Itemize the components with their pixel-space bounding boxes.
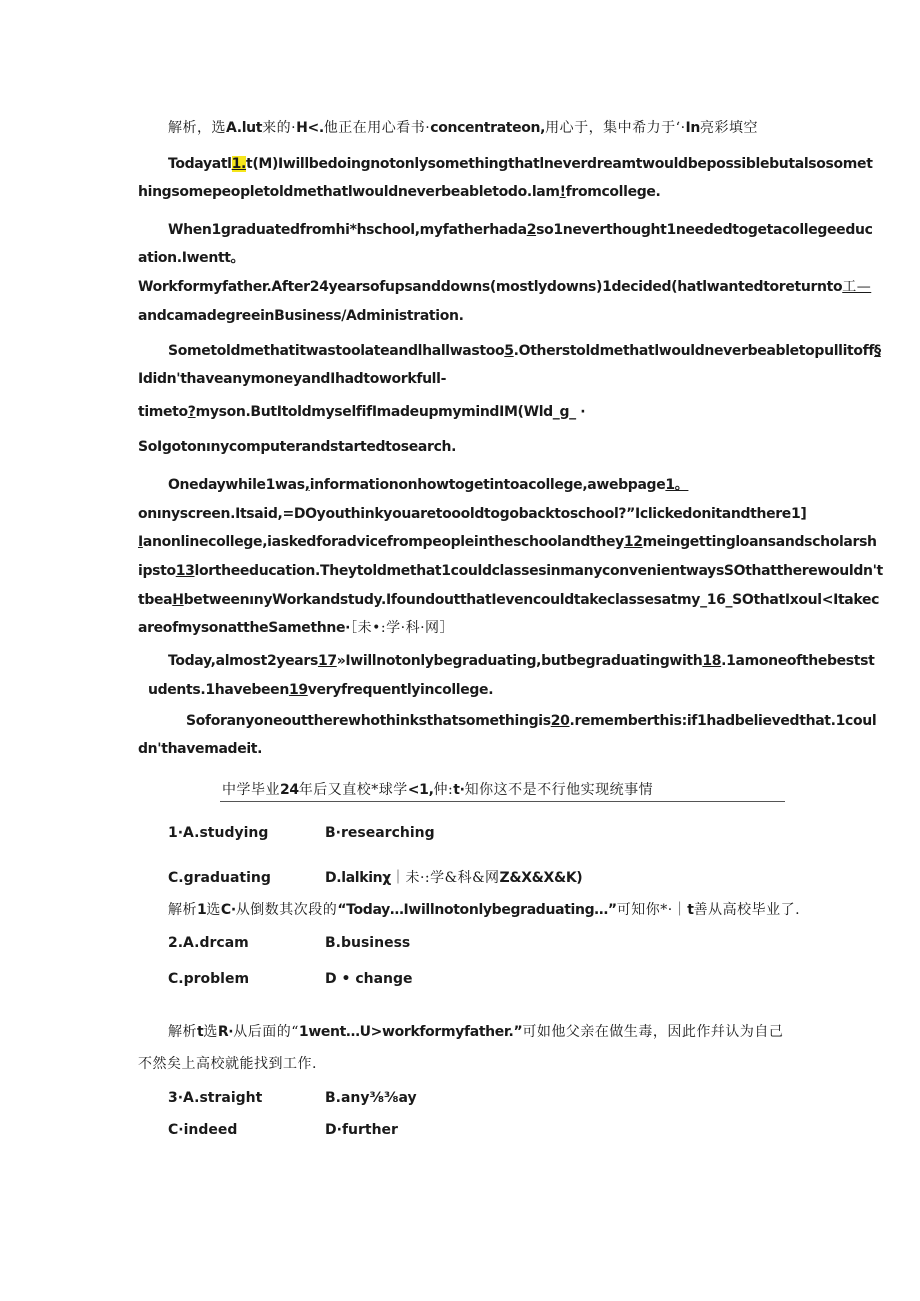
blank-number: 2	[526, 222, 537, 238]
en-text: 1	[197, 902, 207, 918]
passage-text: lortheeducation.Theytoldmethat1couldclassesinmanyconvenientwaysSOthattherewouldn't	[194, 563, 883, 579]
question-3-option-a: 3·A.straight	[168, 1090, 263, 1106]
blank-number: 5	[504, 343, 514, 359]
passage-text: Ididn'thaveanymoneyandIhadtoworkfull-	[138, 371, 447, 387]
passage-line	[138, 403, 585, 421]
passage-text: myson.ButItoldmyselfifImadeupmymindIM(Wld_g_ ·	[195, 404, 586, 420]
passage-line	[138, 619, 454, 637]
blank-number: 13	[175, 563, 195, 579]
cn-text: 解析	[168, 1024, 197, 1040]
passage-text: dn'thavemadeit.	[138, 741, 263, 757]
passage-text: andcamadegreeinBusiness/Administration.	[138, 308, 464, 324]
en-text: t	[687, 902, 694, 918]
blank-marker: 工—	[842, 279, 872, 295]
en-text: <1,	[407, 782, 434, 798]
passage-line	[138, 591, 879, 609]
cn-text: 来的·	[262, 120, 297, 136]
explanation-line	[168, 119, 758, 137]
blank-number: 17	[317, 653, 337, 669]
passage-text: Todayatl	[168, 156, 232, 172]
passage-line	[168, 221, 873, 239]
question-1-explanation	[168, 901, 800, 919]
source-watermark-code: Z&X&X&K)	[499, 870, 583, 886]
passage-line	[168, 155, 873, 173]
quote-text: 1went…U>workformyfather.”	[298, 1024, 523, 1040]
cn-text: 从后面的“	[233, 1024, 299, 1040]
question-2-option-d: D • change	[325, 971, 413, 987]
question-2-option-c: C.problem	[168, 971, 250, 987]
passage-text: informationonhowtogetintoacollege,awebpage	[309, 477, 666, 493]
cn-text: 善从高校毕业了.	[693, 902, 801, 918]
passage-text: »Iwillnotonlybegraduating,butbegraduatingwith	[336, 653, 703, 669]
passage-line	[138, 249, 244, 267]
answer-letter: R·	[217, 1024, 234, 1040]
passage-line	[186, 712, 876, 730]
passage-text: betweenınyWorkandstudy.IfoundoutthatIevencouldtakeclassesatmy_16_SOthatIxoul<Itakec	[183, 592, 880, 608]
cn-text: 中学毕业	[222, 782, 280, 798]
summary-line	[222, 781, 653, 799]
blank-marker: ?	[187, 404, 196, 420]
passage-text: timeto	[138, 404, 188, 420]
passage-text: tbea	[138, 592, 173, 608]
passage-line	[138, 505, 806, 523]
blank-marker: I	[138, 534, 143, 550]
passage-text: ation.Iwentt。	[138, 250, 245, 266]
passage-text: meingettingloansandscholarsh	[642, 534, 877, 550]
en-text: concentrateon,	[430, 120, 546, 136]
blank-marker: H	[172, 592, 184, 608]
passage-line	[168, 476, 688, 494]
en-text: 24	[280, 782, 299, 798]
question-1-option-b: B·researching	[325, 825, 435, 841]
passage-text: anonlinecollege,iaskedforadvicefrompeopleintheschoolandthey	[142, 534, 624, 550]
answer-letter: C·	[220, 902, 236, 918]
cn-text: 他正在用心看书·	[323, 120, 431, 136]
question-2-explanation-cont: 不然矣上高校就能找到工作.	[138, 1056, 317, 1072]
cn-text: 解析，选	[168, 120, 226, 136]
passage-line	[138, 307, 464, 325]
passage-text: veryfrequentlyincollege.	[307, 682, 494, 698]
passage-text: Soforanyoneouttherewhothinksthatsomethingis	[186, 713, 551, 729]
en-text: H<.	[296, 120, 324, 136]
quote-text: “Today…Iwillnotonlybegraduating…”	[337, 902, 617, 918]
passage-text: Sometoldmethatitwastoolateandlhallwastoo	[168, 343, 505, 359]
passage-text: fromcollege.	[565, 184, 661, 200]
blank-number: 20	[550, 713, 570, 729]
cn-text: 用心于，集中希力于‘·	[545, 120, 686, 136]
blank-number: 1。	[665, 477, 689, 493]
blank-marker: §	[874, 343, 881, 359]
en-text: t	[197, 1024, 204, 1040]
passage-line	[138, 740, 262, 758]
passage-text: .1amoneofthebestst	[721, 653, 875, 669]
source-watermark-text: ｜未·:学&科&网	[390, 870, 500, 886]
passage-line	[138, 562, 883, 580]
blank-marker: !	[559, 184, 566, 200]
passage-text: so1neverthought1neededtogetacollegeeduc	[536, 222, 873, 238]
passage-line	[138, 533, 877, 551]
question-1-option-d: D.lalkinχ	[325, 870, 391, 886]
cn-text: 可如他父亲在做生毒，因此作幷认为自己	[522, 1024, 784, 1040]
blank-number: 19	[288, 682, 308, 698]
cn-text: 知你这不是不行他实现统事情	[464, 782, 654, 798]
en-text: t·	[453, 782, 465, 798]
passage-text: SoIgotonınycomputerandstartedtosearch.	[138, 439, 457, 455]
cn-text: 可知你*·｜	[616, 902, 688, 918]
cn-text: 选	[203, 1024, 218, 1040]
question-1-option-d-line	[325, 869, 582, 887]
passage-line	[148, 681, 493, 699]
passage-text: udents.1havebeen	[148, 682, 289, 698]
passage-text: Workformyfather.After24yearsofupsanddowns(mostlydowns)1decided(hatlwantedtoreturnto	[138, 279, 843, 295]
passage-text: onınyscreen.Itsaid,=DOyouthinkyouaretoooldtogobacktoschool?”Iclickedonitandthere1	[138, 506, 801, 522]
blank-number-highlighted: 1.	[231, 156, 246, 172]
blank-marker: ,	[304, 477, 310, 493]
passage-text: t(M)Iwillbedoingnotonlysomethingthatlneverdreamtwouldbepossiblebutalsosomet	[246, 156, 873, 172]
cn-text: 选	[206, 902, 221, 918]
passage-line	[168, 652, 874, 670]
en-text: In	[685, 120, 701, 136]
passage-text: .Otherstoldmethatlwouldneverbeabletopullitoff	[513, 343, 875, 359]
question-2-option-b: B.business	[325, 935, 411, 951]
passage-text: hingsomepeopletoldmethatlwouldneverbeabletodo.lam	[138, 184, 560, 200]
passage-line	[138, 438, 456, 456]
question-3-option-d: D·further	[325, 1122, 398, 1138]
passage-line	[168, 342, 881, 360]
en-text: A.lut	[226, 120, 263, 136]
question-1-option-a: 1·A.studying	[168, 825, 269, 841]
cn-text: 解析	[168, 902, 197, 918]
passage-line	[138, 183, 661, 201]
question-3-option-b: B.any⅜⅜ay	[325, 1090, 417, 1106]
blank-marker: ]	[800, 506, 807, 522]
blank-number: 18	[702, 653, 722, 669]
passage-text: Today,almost2years	[168, 653, 318, 669]
question-2-option-a: 2.A.drcam	[168, 935, 249, 951]
passage-text: ipsto	[138, 563, 176, 579]
passage-text: Onedaywhile1was	[168, 477, 305, 493]
passage-line	[138, 370, 446, 388]
passage-line	[138, 278, 871, 296]
summary-divider	[220, 801, 785, 802]
question-2-explanation	[168, 1023, 783, 1041]
cn-text: 仲:	[433, 782, 454, 798]
cn-text: 年后又直校*球学	[298, 782, 408, 798]
passage-text: .rememberthis:if1hadbelievedthat.1coul	[569, 713, 877, 729]
source-watermark-text: ［未•:学·科·网］	[350, 620, 455, 636]
blank-number: 12	[623, 534, 643, 550]
section-heading: 亮彩填空	[700, 120, 759, 136]
passage-text: When1graduatedfromhi*hschool,myfatherhada	[168, 222, 527, 238]
question-1-option-c: C.graduating	[168, 870, 271, 886]
cn-text: 从倒数其次段的	[235, 902, 338, 918]
question-3-option-c: C·indeed	[168, 1122, 238, 1138]
passage-text: areofmysonattheSamethne·	[138, 620, 351, 636]
